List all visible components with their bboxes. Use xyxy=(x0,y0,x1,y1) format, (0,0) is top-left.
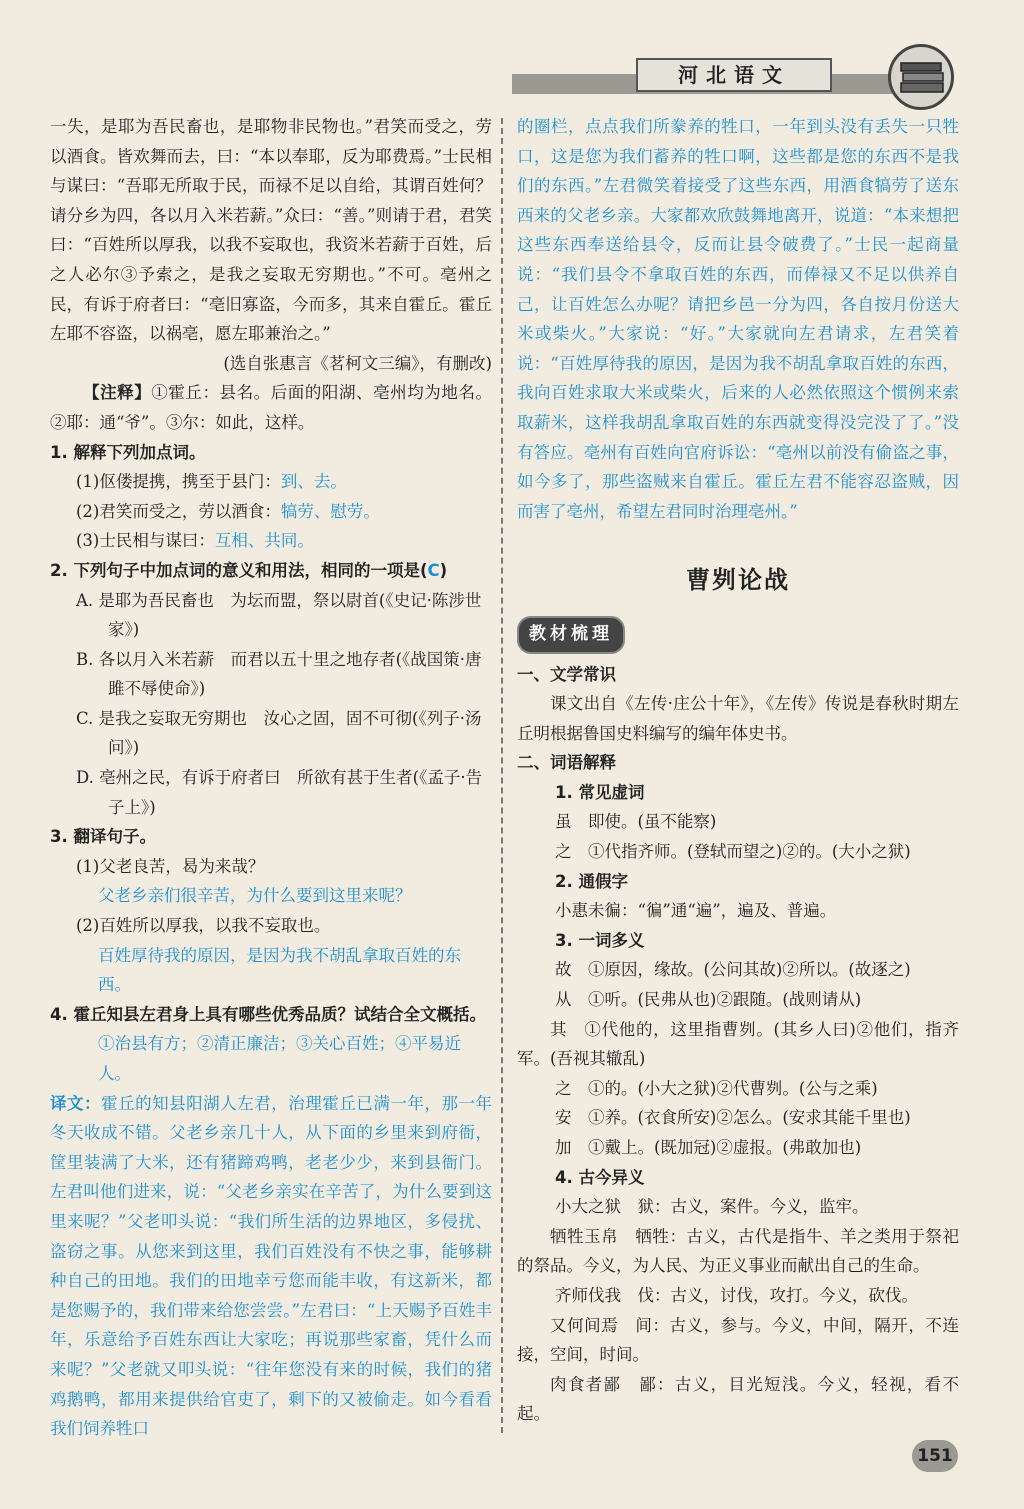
passage-text: 一失，是耶为吾民畜也，是耶物非民物也。”君笑而受之，劳以酒食。皆欢舞而去，曰：“本以奉耶，反为耶费焉。”士民相与谋曰：“吾耶无所取于民，而禄不足以自给，其谓百姓何？请分乡为四，各以月入米若薪。”众曰：“善。”则请于君，君笑曰：“百姓所以厚我，以我不妄取也，我资米若薪于百姓，后之人必尔③予索之，是我之妄取无穷期也。”不可。亳州之民，有诉于府者曰：“亳旧寡盗，今而多，其来自霍丘。霍丘左耶不容盗，以祸亳，愿左耶兼治之。” xyxy=(50,117,492,344)
question-1: 1. 解释下列加点词。 xyxy=(50,442,206,462)
q1-item-text: (1)伛偻提携，携至于县门： xyxy=(76,472,281,492)
section-text: 课文出自《左传·庄公十年》，《左传》传说是春秋时期左丘明根据鲁国史料编写的编年体史书。 xyxy=(517,694,959,743)
vocab-item: 之 ①代指齐师。(登轼而望之)②的。(大小之狱) xyxy=(555,842,911,862)
vocab-item: 小大之狱 狱：古义，案件。今义，监牢。 xyxy=(555,1197,869,1217)
vocab-item: 齐师伐我 伐：古义，讨伐，攻打。今义，砍伐。 xyxy=(555,1285,918,1305)
q1-item-text: (3)士民相与谋曰： xyxy=(76,531,215,551)
question-4: 4. 霍丘知县左君身上具有哪些优秀品质？试结合全文概括。 xyxy=(50,1004,486,1024)
article-title: 曹刿论战 xyxy=(686,566,790,595)
question-2-text: 2. 下列句子中加点词的意义和用法，相同的一项是( xyxy=(50,560,428,580)
vocab-item: 虽 即使。(虽不能察) xyxy=(555,812,717,832)
vocab-item: 小惠未徧：“徧”通“遍”，遍及、普遍。 xyxy=(555,901,837,921)
vocab-item: 牺牲玉帛 牺牲：古义，古代是指牛、羊之类用于祭祀的祭品。今义，为人民、为正义事业而献出自己的生命。 xyxy=(517,1226,959,1276)
question-2 xyxy=(50,556,492,586)
page-number: 151 xyxy=(912,1440,958,1472)
translation-text: 霍丘的知县阳湖人左君，治理霍丘已满一年，那一年冬天收成不错。父老乡亲几十人，从下面的乡里来到府衙，筐里装满了大米，还有猪蹄鸡鸭，老老少少，来到县衙门。左君叫他们进来，说：“父老乡亲实在辛苦了，为什么要到这里来呢？”父老叩头说：“我们所生活的边界地区，多侵扰、盗窃之事。从您来到这里，我们百姓没有不快之事，能够耕种自己的田地。我们的田地幸亏您而能丰收，有这新米，都是您赐予的，我们带来给您尝尝。”左君曰：“上天赐予百姓丰年，乐意给予百姓东西让大家吃；再说那些家畜，凭什么而来呢？”父老就又叩头说：“往年您没有来的时候，我们的猪鸡鹅鸭，都用来提供给官吏了，剩下的又被偷走。如今看看我们饲养牲口 xyxy=(50,1093,493,1439)
annotation-text: ①霍丘：县名。后面的阳湖、亳州均为地名。②耶：通“爷”。③尔：如此，这样。 xyxy=(50,383,493,432)
books-icon xyxy=(888,44,954,110)
section-heading: 二、词语解释 xyxy=(517,753,616,773)
q3-answer: 百姓厚待我的原因，是因为我不胡乱拿取百姓的东西。 xyxy=(98,945,461,995)
vocab-item: 故 ①原因，缘故。(公问其故)②所以。(故逐之) xyxy=(555,960,911,980)
vocab-item: 从 ①听。(民弗从也)②跟随。(战则请从) xyxy=(555,990,862,1010)
subsection-heading: 1. 常见虚词 xyxy=(555,782,645,802)
vocab-item: 安 ①养。(衣食所安)②怎么。(安求其能千里也) xyxy=(555,1108,911,1128)
q4-answer: ①治县有方；②清正廉洁；③关心百姓；④平易近人。 xyxy=(98,1034,461,1083)
vocab-item: 又何间焉 间：古义，参与。今义，中间，隔开，不连接，空间，时间。 xyxy=(517,1315,959,1365)
translation-continued: 的圈栏，点点我们所豢养的牲口，一年到头没有丢失一只牲口，这是您为我们蓄养的牲口啊，这些都是您的东西不是我们的东西。”左君微笑着接受了这些东西，用酒食犒劳了送东西来的父老乡亲。大家都欢欣鼓舞地离开，说道：“本来想把这些东西奉送给县令，反而让县令破费了。”士民一起商量说：“我们县令不拿取百姓的东西，而俸禄又不足以供养自己，让百姓怎么办呢？请把乡邑一分为四，各自按月份送大米或柴火。”大家说：“好。”大家就向左君请求，左君笑着说：“百姓厚待我的原因，是因为我不胡乱拿取百姓的东西，我向百姓求取大米或柴火，后来的人必然依照这个惯例来索取薪米，这样我胡乱拿取百姓的东西就变得没完没了了。”没有答应。亳州有百姓向官府诉讼：“亳州以前没有偷盗之事，如今多了，那些盗贼来自霍丘。霍丘左君不能容忍盗贼，因而害了亳州，希望左君同时治理亳州。” xyxy=(517,117,959,521)
subsection-heading: 4. 古今异义 xyxy=(555,1167,645,1187)
column-divider xyxy=(501,118,503,1433)
q1-item-answer: 到、去。 xyxy=(280,472,347,492)
question-2-close: ) xyxy=(439,560,448,580)
q1-item xyxy=(50,497,492,527)
left-column xyxy=(50,112,492,1444)
vocab-item: 肉食者鄙 鄙：古义，目光短浅。今义，轻视，看不起。 xyxy=(517,1374,959,1424)
vocab-item: 其 ①代他的，这里指曹刿。(其乡人曰)②他们，指齐军。(吾视其辙乱) xyxy=(517,1019,959,1069)
q2-option-a: A. 是耶为吾民畜也 为坛而盟，祭以尉首(《史记·陈涉世家》) xyxy=(76,590,482,640)
question-2-answer: C xyxy=(427,560,440,580)
q2-option-b: B. 各以月入米若薪 而君以五十里之地存者(《战国策·唐雎不辱使命》) xyxy=(76,649,482,699)
right-column xyxy=(517,112,959,1429)
section-heading: 一、文学常识 xyxy=(517,664,616,684)
vocab-item: 加 ①戴上。(既加冠)②虚报。(弗敢加也) xyxy=(555,1138,862,1157)
q3-item: (1)父老良苦，曷为来哉？ xyxy=(76,856,265,876)
subsection-heading: 3. 一词多义 xyxy=(555,930,645,950)
section-badge: 教材梳理 xyxy=(517,616,625,654)
q1-item-answer: 犒劳、慰劳。 xyxy=(280,501,380,521)
q1-item-answer: 互相、共同。 xyxy=(214,531,314,551)
annotation xyxy=(50,378,492,437)
q1-item xyxy=(50,526,492,556)
vocab-item: 之 ①的。(小大之狱)②代曹刿。(公与之乘) xyxy=(555,1078,878,1098)
q1-item-text: (2)君笑而受之，劳以酒食： xyxy=(76,501,281,521)
q3-item: (2)百姓所以厚我，以我不妄取也。 xyxy=(76,916,331,936)
translation-label: 译文： xyxy=(50,1093,102,1113)
translation xyxy=(50,1089,492,1444)
q2-option-d: D. 亳州之民，有诉于府者曰 所欲有甚于生者(《孟子·告子上》) xyxy=(76,768,483,817)
passage-source: (选自张惠言《茗柯文三编》，有删改) xyxy=(223,353,492,373)
q3-answer: 父老乡亲们很辛苦，为什么要到这里来呢？ xyxy=(98,886,412,906)
subsection-heading: 2. 通假字 xyxy=(555,871,628,891)
q1-item xyxy=(50,467,492,497)
q2-option-c: C. 是我之妄取无穷期也 汝心之固，固不可彻(《列子·汤问》) xyxy=(76,708,482,758)
annotation-label: 【注释】 xyxy=(83,383,152,403)
question-3: 3. 翻译句子。 xyxy=(50,827,156,847)
header-title: 河北语文 xyxy=(636,58,832,92)
